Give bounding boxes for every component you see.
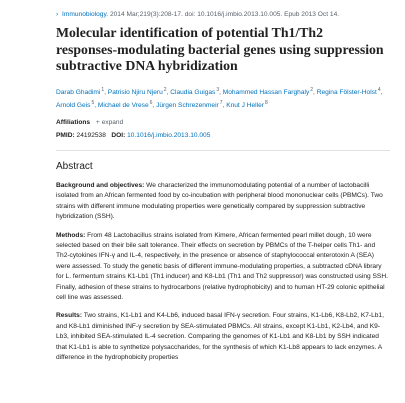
article-identifiers xyxy=(56,131,405,140)
author-affiliation-number[interactable]: 1 xyxy=(101,86,105,93)
paragraph-text: We characterized the immunomodulating potential of a number of lactobacilli isolated from an African fermented food by co-incubation with peripheral blood mononuclear cells (PBMCs). Two strains with different immune modulating properties were genetically compared by suppression subtractive hybridization (SSH). xyxy=(56,181,383,221)
pmid-value: 24192538 xyxy=(76,131,106,139)
section-divider xyxy=(56,150,390,151)
author-link[interactable]: Mohammed Hassan Farghaly xyxy=(222,88,310,96)
article-title: Molecular identification of potential Th1/Th2 responses-modulating bacterial genes using suppression subtractive DNA hybridization xyxy=(56,25,384,73)
author-link[interactable]: Jürgen Schrezenmeir xyxy=(156,102,219,110)
author-item: Jürgen Schrezenmeir$^7$, xyxy=(156,100,227,110)
author-item: Claudia Guigas$^3$, xyxy=(170,86,223,96)
chevron-right-icon: › xyxy=(56,11,59,18)
paragraph-heading: Methods: xyxy=(56,231,86,239)
paragraph-text: Two strains, K1-Lb1 and K4-Lb6, induced basal IFN-γ secretion. Four strains, K1-Lb6, K8-Lb2, K7-Lb1, and K8-Lb1 diminished INF-γ secretion by SEA-stimulated PBMCs. All strains, except K1-Lb1, K2-Lb4, and K9-Lb3, inhibited SEA-stimulated IL-4 secretion. Comparing the genomes of K1-Lb1 and K8-Lb1 by SSH indicated that K1-Lb1 is able to synthetize polysaccharides, for the synthesis of which K1-Lb8 appears to lack enzymes. A difference in the hydrophobicity properties xyxy=(56,312,384,361)
doi-label: DOI: xyxy=(111,131,126,139)
expand-link[interactable]: expand xyxy=(101,118,124,126)
citation-line xyxy=(56,10,405,19)
author-item: Mohammed Hassan Farghaly$^2$, xyxy=(222,86,317,96)
author-link[interactable]: Regina Fölster-Holst xyxy=(316,88,377,96)
author-affiliation-number[interactable]: 8 xyxy=(264,100,268,107)
citation-details: 2014 Mar;219(3):208-17. doi: 10.1016/j.imbio.2013.10.005. Epub 2013 Oct 14. xyxy=(109,11,340,18)
author-link[interactable]: Arnold Geis xyxy=(56,102,91,110)
author-affiliation-number[interactable]: 4 xyxy=(377,86,381,93)
author-affiliation-number[interactable]: 3 xyxy=(216,86,220,93)
doi-link[interactable]: 10.1016/j.imbio.2013.10.005 xyxy=(127,131,211,139)
author-link[interactable]: Knut J Heller xyxy=(226,102,264,110)
author-list xyxy=(56,85,391,112)
journal-link[interactable]: Immunobiology. xyxy=(62,11,109,18)
abstract-paragraph-results xyxy=(56,311,390,363)
author-affiliation-number[interactable]: 7 xyxy=(219,100,223,107)
paragraph-heading: Results: xyxy=(56,312,83,320)
author-link[interactable]: Darab Ghadimi xyxy=(56,88,101,96)
author-item: Arnold Geis$^5$, xyxy=(56,100,98,110)
author-affiliation-number[interactable]: 5 xyxy=(91,100,95,107)
paragraph-heading: Background and objectives: xyxy=(56,181,145,189)
affiliations-label: Affiliations xyxy=(56,118,91,126)
author-item: Michael de Vrese$^6$, xyxy=(97,100,157,110)
author-affiliation-number[interactable]: 2 xyxy=(163,86,167,93)
author-item: Regina Fölster-Holst$^4$, xyxy=(316,86,383,96)
paragraph-text: From 48 Lactobacillus strains isolated from Kimere, African fermented pearl millet dough, 10 were selected based on their bile salt tolerance. Their effects on secretion by PBMCs of the T-helper cells Th1- and Th2-cytokines IFN-γ and IL-4, respectively, in the presence or absence of staphylococcal enterotoxin A (SEA) were assessed. To study the genetic basis of different immune-modulating properties, a subtracted cDNA library for L. fermentum strains K1-Lb1 (Th1 inducer) and K8-Lb1 (Th1 and Th2 suppressor) was constructed using SSH. Finally, adhesion of these strains to hydrocarbons (relative hydrophobicity) and to human HT-29 colonic epithelial cell line was assessed. xyxy=(56,231,388,301)
pmid-label: PMID: xyxy=(56,131,75,139)
author-link[interactable]: Claudia Guigas xyxy=(170,88,216,96)
abstract-heading: Abstract xyxy=(56,160,93,172)
author-item xyxy=(226,102,268,109)
author-item: Darab Ghadimi$^1$, xyxy=(56,86,108,96)
author-link[interactable]: Patrisio Njiru Njeru xyxy=(107,88,163,96)
abstract-paragraph-background xyxy=(56,181,390,223)
affiliations-toggle[interactable] xyxy=(56,118,405,127)
author-link[interactable]: Michael de Vrese xyxy=(97,102,149,110)
author-item: Patrisio Njiru Njeru$^2$, xyxy=(107,86,171,96)
abstract-paragraph-methods xyxy=(56,231,390,304)
author-affiliation-number[interactable]: 6 xyxy=(149,100,153,107)
author-affiliation-number[interactable]: 2 xyxy=(310,86,314,93)
plus-icon[interactable]: + xyxy=(95,118,100,126)
